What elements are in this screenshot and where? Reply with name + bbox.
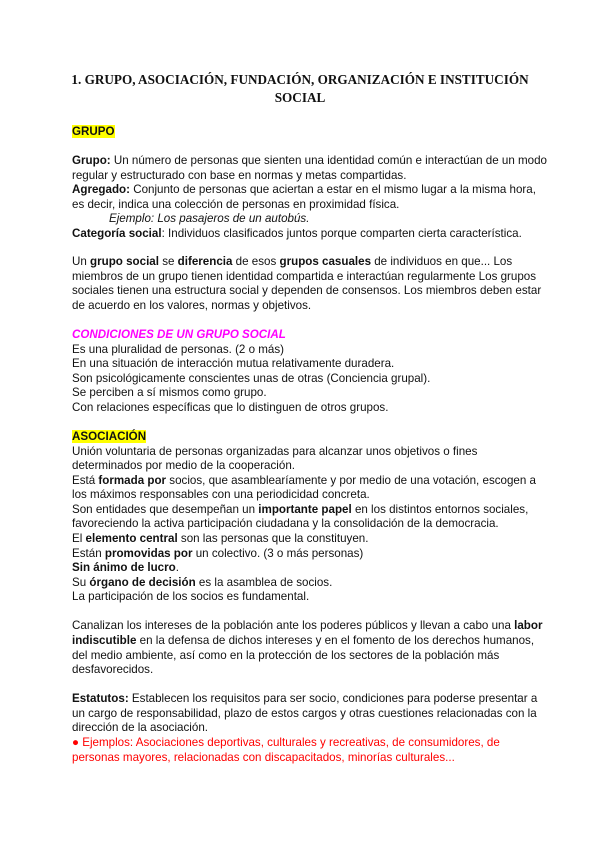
canal-l1a: Canalizan los intereses de la población ante los poderes públicos y llevan a cabo una bbox=[72, 619, 515, 632]
asoc-prom-b: promovidas por bbox=[104, 547, 193, 560]
canal-l1b: labor bbox=[514, 619, 543, 632]
asoc-line-6: favoreciendo la activa participación ciudadana y la consolidación de la democracia. bbox=[72, 517, 499, 530]
asoc-el-a: El bbox=[72, 532, 86, 545]
gs-text-4: de individuos en que... Los bbox=[371, 255, 513, 268]
categoria-term: Categoría social bbox=[72, 227, 162, 240]
canal-line-1 bbox=[72, 618, 543, 633]
gs-bold-2: diferencia bbox=[177, 255, 233, 268]
asoc-el-c: son las personas que la constituyen. bbox=[177, 532, 369, 545]
asoc-lucro: Sin ánimo de lucro bbox=[72, 561, 176, 574]
asociacion-heading: ASOCIACIÓN bbox=[72, 430, 147, 443]
condicion-item: Son psicológicamente conscientes unas de otras (Conciencia grupal). bbox=[72, 372, 431, 385]
asoc-org-c: es la asamblea de socios. bbox=[195, 576, 333, 589]
agregado-term: Agregado: bbox=[72, 183, 130, 196]
estatutos-text: Establecen los requisitos para ser socio, condiciones para poderse presentar a bbox=[128, 692, 538, 705]
grupo-term: Grupo: bbox=[72, 154, 111, 167]
gs-bold-1: grupo social bbox=[90, 255, 159, 268]
grupo-heading: GRUPO bbox=[72, 125, 115, 138]
asoc-prom-c: un colectivo. (3 o más personas) bbox=[192, 547, 364, 560]
condicion-item: En una situación de interacción mutua relativamente duradera. bbox=[72, 357, 395, 370]
asoc-line-2: determinados por medio de la cooperación. bbox=[72, 459, 295, 472]
asoc-participacion-line: La participación de los socios es fundamental. bbox=[72, 590, 310, 603]
canal-l2a: indiscutible bbox=[72, 634, 137, 647]
asoc-ent-a: Son entidades que desempeñan un bbox=[72, 503, 259, 516]
asoc-lucro-dot: . bbox=[175, 561, 179, 574]
asoc-ent-b: importante papel bbox=[258, 503, 352, 516]
grupo-heading-line bbox=[72, 124, 115, 139]
grupo-def-line-2: regular y estructurado con base en normas y metas compartidas. bbox=[72, 169, 407, 182]
asoc-formada-b: formada por bbox=[98, 474, 167, 487]
ejemplos-line-1: ● Ejemplos: Asociaciones deportivas, culturales y recreativas, de consumidores, de bbox=[72, 736, 500, 749]
grupo-def-line-1 bbox=[72, 153, 547, 168]
gs-bold-3: grupos casuales bbox=[279, 255, 372, 268]
asoc-formada-a: Está bbox=[72, 474, 99, 487]
canal-l2b: en la defensa de dichos intereses y en el fomento de los derechos humanos, bbox=[136, 634, 535, 647]
asoc-formada-c: socios, que asamblearíamente y por medio de una votación, escogen a bbox=[166, 474, 536, 487]
agregado-def-line-2: es decir, indica una colección de personas en proximidad física. bbox=[72, 198, 400, 211]
gs-text-1: Un bbox=[72, 255, 91, 268]
asoc-organo-line bbox=[72, 575, 332, 590]
asoc-elemento-line bbox=[72, 531, 368, 546]
condicion-item: Con relaciones específicas que lo distinguen de otros grupos. bbox=[72, 401, 389, 414]
agregado-example-text: Ejemplo: Los pasajeros de un autobús. bbox=[109, 212, 310, 225]
asoc-line-4: los máximos responsables con una periodicidad concreta. bbox=[72, 488, 370, 501]
condiciones-heading: CONDICIONES DE UN GRUPO SOCIAL bbox=[72, 328, 286, 341]
gs-text-2: se bbox=[158, 255, 178, 268]
grupo-social-line-2: miembros de un grupo tienen identidad compartida e interactúan regularmente Los grupos bbox=[72, 270, 537, 283]
asoc-org-a: Su bbox=[72, 576, 90, 589]
condicion-item: Se perciben a sí mismos como grupo. bbox=[72, 386, 267, 399]
asoc-el-b: elemento central bbox=[85, 532, 178, 545]
asoc-org-b: órgano de decisión bbox=[89, 576, 196, 589]
estatutos-line-3: dirección de la asociación. bbox=[72, 721, 208, 734]
asoc-lucro-line bbox=[72, 560, 179, 575]
agregado-def-text: Conjunto de personas que aciertan a estar en el mismo lugar a la misma hora, bbox=[129, 183, 536, 196]
grupo-social-line-1 bbox=[72, 254, 512, 269]
asociacion-heading-line bbox=[72, 429, 146, 444]
grupo-def-text: Un número de personas que sienten una identidad común e interactúan de un modo bbox=[110, 154, 547, 167]
ejemplos-line-2: personas mayores, relacionadas con discapacitados, minorías culturales... bbox=[72, 751, 455, 764]
asoc-promovidas-line bbox=[72, 546, 363, 561]
asoc-ent-c: en los distintos entornos sociales, bbox=[351, 503, 529, 516]
canal-line-3: del medio ambiente, así como en la protección de los sectores de la población más bbox=[72, 649, 500, 662]
condiciones-heading-line bbox=[72, 327, 286, 342]
categoria-def-line bbox=[72, 226, 522, 241]
agregado-def-line-1 bbox=[72, 182, 536, 197]
estatutos-line-2: un cargo de responsabilidad, plazo de estos cargos y otras cuestiones relacionadas con la bbox=[72, 707, 537, 720]
categoria-def-text: : Individuos clasificados juntos porque comparten cierta característica. bbox=[161, 227, 522, 240]
agregado-example bbox=[109, 211, 309, 226]
title-line-2: SOCIAL bbox=[274, 90, 326, 105]
estatutos-line-1 bbox=[72, 691, 537, 706]
gs-text-3: de esos bbox=[232, 255, 280, 268]
page-title bbox=[0, 71, 600, 107]
asoc-prom-a: Están bbox=[72, 547, 105, 560]
asoc-entidades-line bbox=[72, 502, 528, 517]
estatutos-term: Estatutos: bbox=[72, 692, 129, 705]
canal-line-4: desfavorecidos. bbox=[72, 663, 154, 676]
canal-line-2 bbox=[72, 633, 534, 648]
asoc-line-1: Unión voluntaria de personas organizadas para alcanzar unos objetivos o fines bbox=[72, 445, 478, 458]
asoc-formada-line bbox=[72, 473, 536, 488]
grupo-social-line-3: sociales tienen una estructura social y dependen de consensos. Los miembros deben estar bbox=[72, 284, 542, 297]
condicion-item: Es una pluralidad de personas. (2 o más) bbox=[72, 343, 285, 356]
grupo-social-line-4: de acuerdo en los valores, normas y objetivos. bbox=[72, 299, 312, 312]
title-line-1: 1. GRUPO, ASOCIACIÓN, FUNDACIÓN, ORGANIZACIÓN E INSTITUCIÓN bbox=[71, 72, 529, 87]
